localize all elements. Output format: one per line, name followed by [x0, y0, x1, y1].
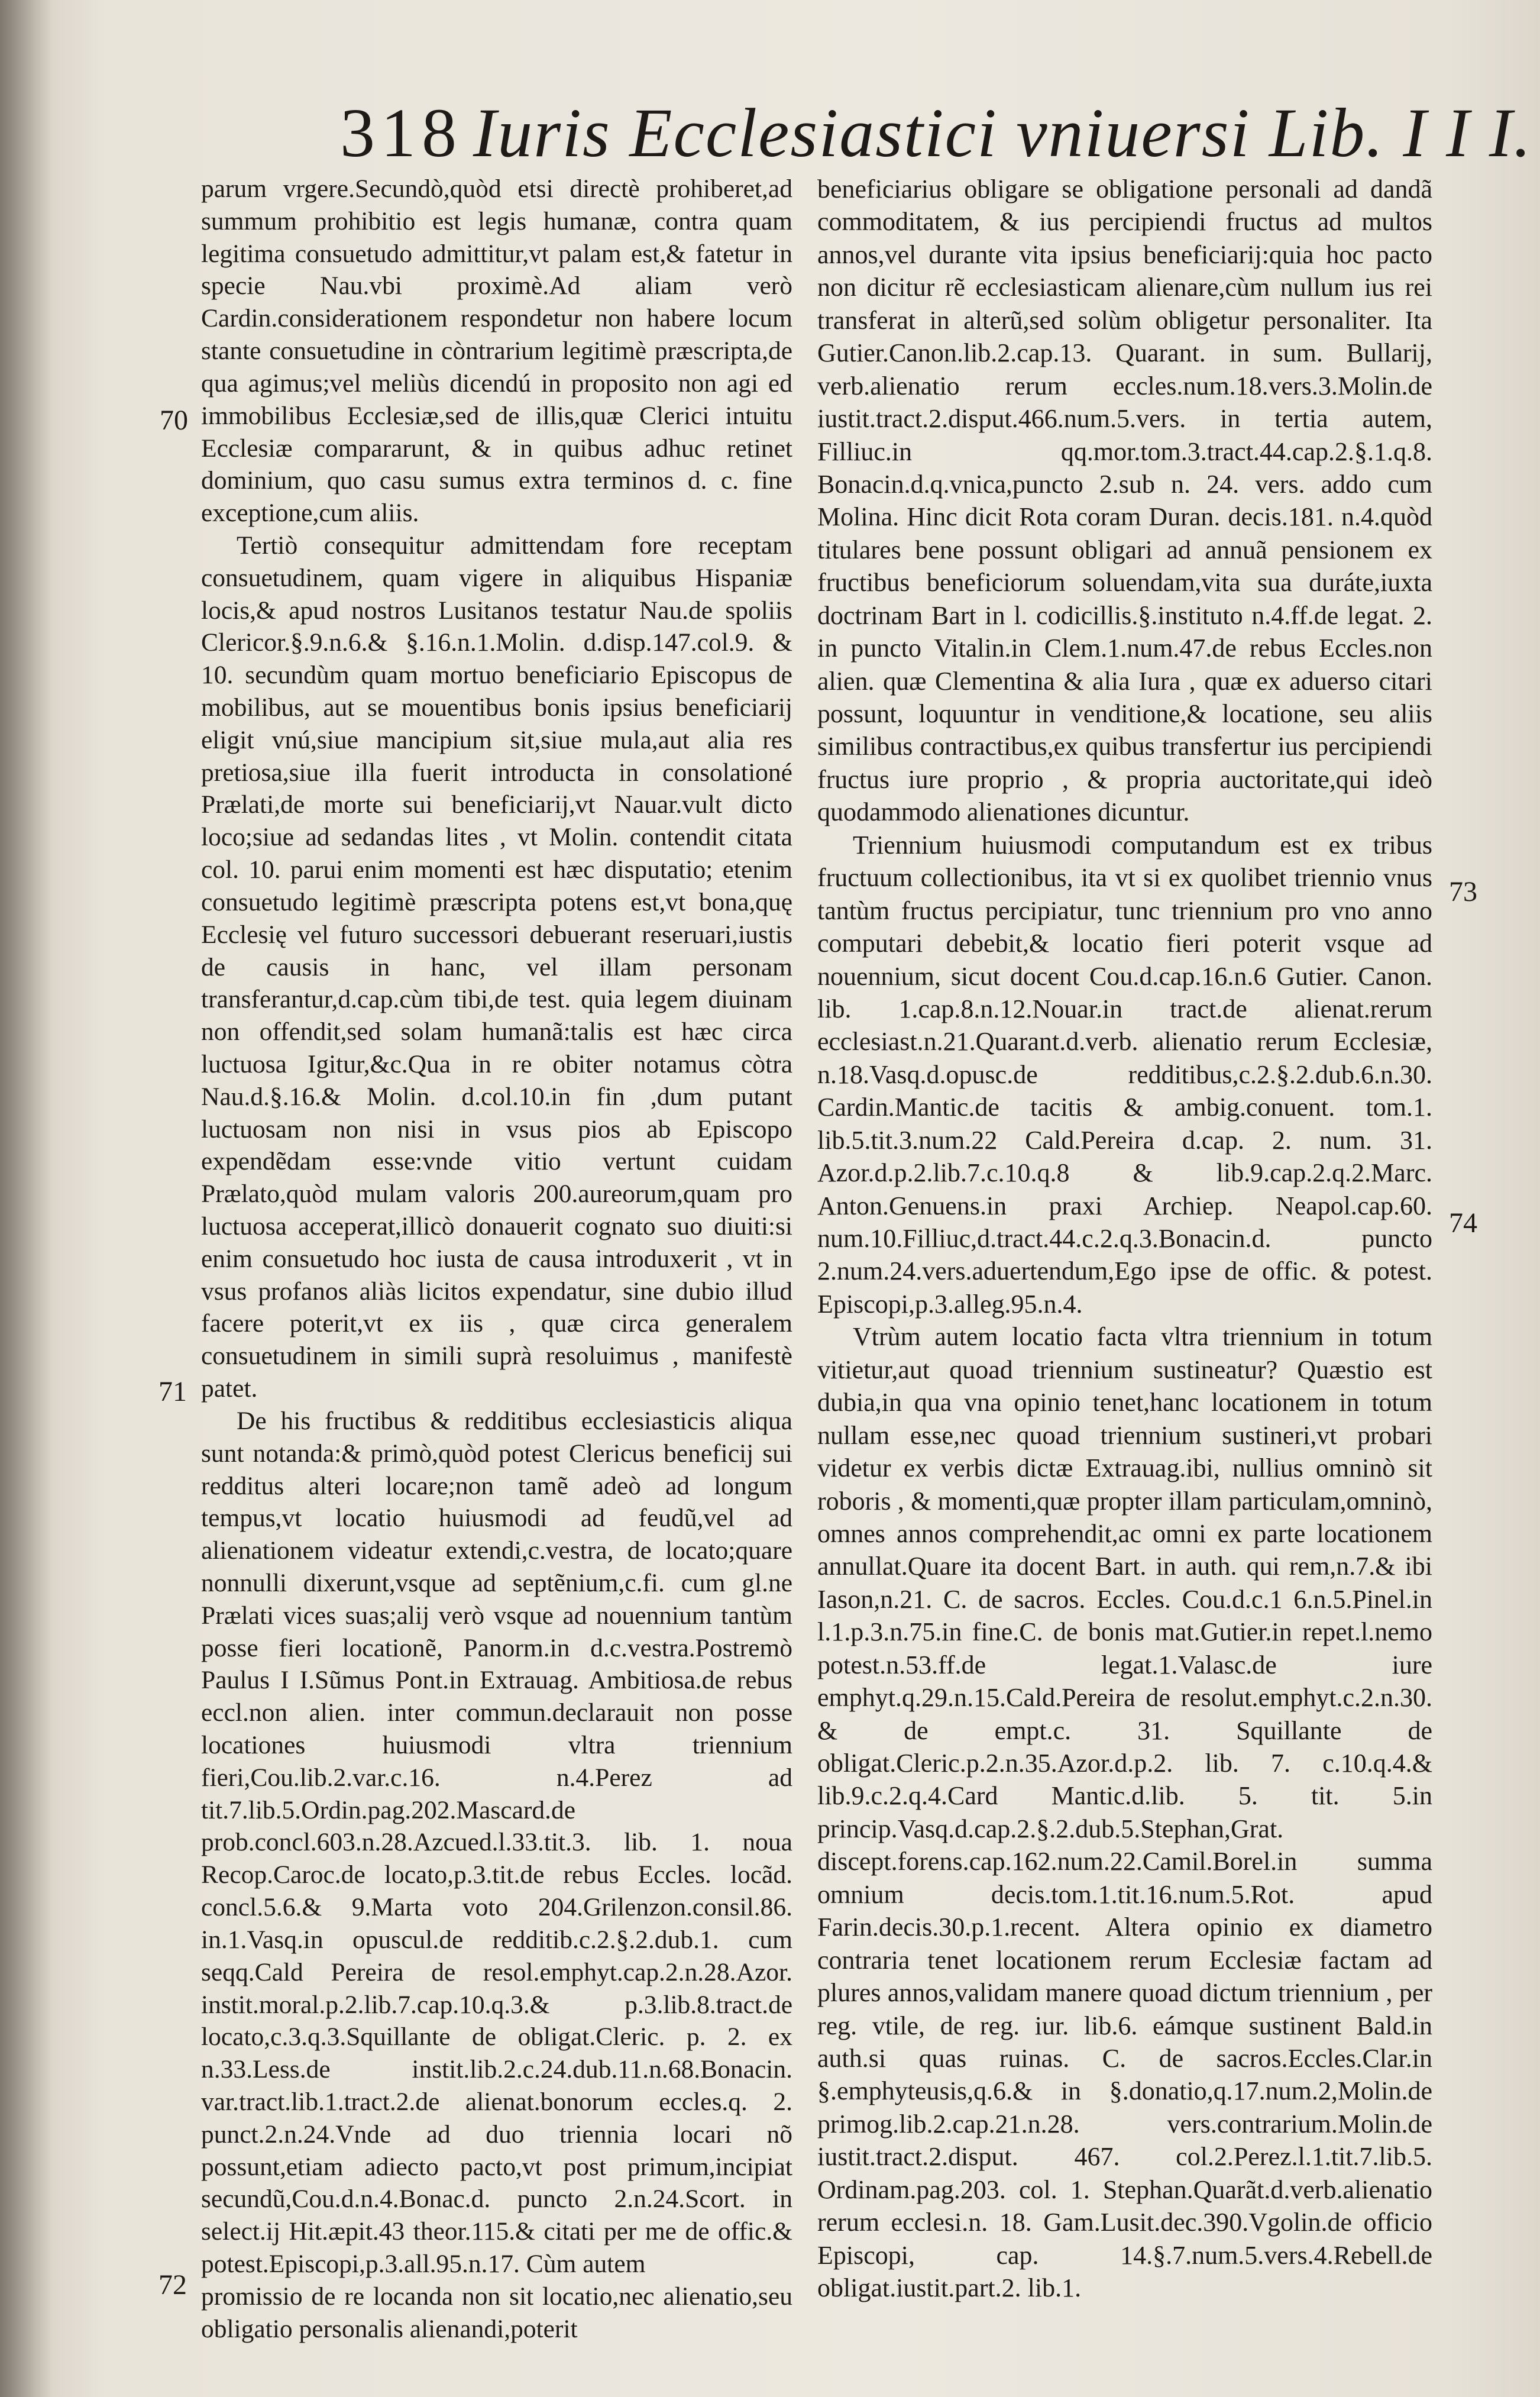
running-title: Iuris Ecclesiastici vniuersi Lib. I I I.: [473, 94, 1532, 172]
page-number: 318: [340, 94, 462, 172]
margin-number-71: 71: [158, 1376, 187, 1407]
margin-number-70: 70: [160, 405, 188, 436]
paragraph: Vtrùm autem locatio facta vltra triennium in totum vitietur,aut quoad triennium sustineatur? Quæstio est dubia,in qua vna opinio tenet,hanc locationem in totum nullam esse,nec quoad triennium sustineri,vt probari videtur ex verbis dictæ Extrauag.ibi, nullius omninò sit roboris , & momenti,quæ propter illam particulam,omninò, omnes annos comprehendit,ac omni ex parte locationem annullat.Quare ita docent Bart. in auth. qui rem,n.7.& ibi Iason,n.21. C. de sacros. Eccles. Cou.d.c.1 6.n.5.Pinel.in l.1.p.3.n.75.in fine.C. de bonis mat.Gutier.in repet.l.nemo potest.n.53.ff.de legat.1.Valasc.de iure emphyt.q.29.n.15.Cald.Pereira de resolut.emphyt.c.2.n.30. & de empt.c. 31. Squillante de obligat.Cleric.p.2.n.35.Azor.d.p.2. lib. 7. c.10.q.4.& lib.9.c.2.q.4.Card Mantic.d.lib. 5. tit. 5.in princip.Vasq.d.cap.2.§.2.dub.5.Stephan,Grat. discept.forens.cap.162.num.22.Camil.Borel.in summa omnium decis.tom.1.tit.16.num.5.Rot. apud Farin.decis.30.p.1.recent. Altera opinio ex diametro contraria tenet locationem rerum Ecclesiæ factam ad plures annos,validam manere quoad dictum triennium , per reg. vtile, de reg. iur. lib.6. eámque sustinent Bald.in auth.si quas ruinas. C. de sacros.Eccles.Clar.in §.emphyteusis,q.6.& in §.donatio,q.17.num.2,Molin.de primog.lib.2.cap.21.n.28. vers.contrarium.Molin.de iustit.tract.2.disput. 467. col.2.Perez.l.1.tit.7.lib.5. Ordinam.pag.203. col. 1. Stephan.Quarãt.d.verb.alienatio rerum ecclesi.n. 18. Gam.Lusit.dec.390.Vgolin.de officio Episcopi, cap. 14.§.7.num.5.vers.4.Rebell.de obligat.iustit.part.2. lib.1.: [817, 1322, 1432, 2302]
right-text-column: [817, 173, 1432, 2362]
margin-number-72: 72: [158, 2269, 187, 2301]
margin-number-74: 74: [1449, 1207, 1477, 1239]
paragraph: promissio de re locanda non sit locatio,nec alienatio,seu obligatio personalis alienandi,poterit: [201, 2282, 792, 2343]
paragraph: parum vrgere.Secundò,quòd etsi directè prohiberet,ad summum prohibitio est legis humanæ, contra quam legitima consuetudo admittitur,vt palam est,& fatetur in specie Nau.vbi proximè.Ad aliam verò Cardin.considerationem respondetur non habere locum stante consuetudine in còntrarium legitimè præscripta,de qua agimus;vel meliùs dicendú in proposito non agi ed immobilibus Ecclesiæ,sed de illis,quæ Clerici intuitu Ecclesiæ compararunt, & in quibus adhuc retinet dominium, quo casu sumus extra terminos d. c. fine exceptione,cum aliis.: [201, 175, 792, 528]
gutter-shadow: [0, 0, 53, 2397]
page-header: [340, 89, 1532, 177]
left-text-column: [201, 173, 792, 2362]
paragraph: Triennium huiusmodi computandum est ex tribus fructuum collectionibus, ita vt si ex quolibet triennio vnus tantùm fructus percipiatur, tunc triennium pro vno anno computari debebit,& locatio fieri poterit vsque ad nouennium, sicut docent Cou.d.cap.16.n.6 Gutier. Canon. lib. 1.cap.8.n.12.Nouar.in tract.de alienat.rerum ecclesiast.n.21.Quarant.d.verb. alienatio rerum Ecclesiæ, n.18.Vasq.d.opusc.de redditibus,c.2.§.2.dub.6.n.30. Cardin.Mantic.de tacitis & ambig.conuent. tom.1. lib.5.tit.3.num.22 Cald.Pereira d.cap. 2. num. 31. Azor.d.p.2.lib.7.c.10.q.8 & lib.9.cap.2.q.2.Marc. Anton.Genuens.in praxi Archiep. Neapol.cap.60. num.10.Filliuc,d.tract.44.c.2.q.3.Bonacin.d. puncto 2.num.24.vers.aduertendum,Ego ipse de offic. & potest. Episcopi,p.3.alleg.95.n.4.: [817, 830, 1432, 1319]
paragraph: beneficiarius obligare se obligatione personali ad dandã commoditatem, & ius percipiendi fructus ad multos annos,vel durante vita ipsius beneficiarij:quia hoc pacto non dicitur rẽ ecclesiasticam alienare,cùm nullum ius rei transferat in alterũ,sed solùm obligetur personaliter. Ita Gutier.Canon.lib.2.cap.13. Quarant. in sum. Bullarij, verb.alienatio rerum eccles.num.18.vers.3.Molin.de iustit.tract.2.disput.466.num.5.vers. in tertia autem, Filliuc.in qq.mor.tom.3.tract.44.cap.2.§.1.q.8. Bonacin.d.q.vnica,puncto 2.sub n. 24. vers. addo cum Molina. Hinc dicit Rota coram Duran. decis.181. n.4.quòd titulares bene possunt obligari ad annuã pensionem ex fructibus beneficiorum soluendam,vita sua duráte,iuxta doctrinam Bart in l. codicillis.§.instituto n.4.ff.de legat. 2. in puncto Vitalin.in Clem.1.num.47.de rebus Eccles.non alien. quæ Clementina & alia Iura , quæ ex aduerso citari possunt, loquuntur in venditione,& locatione, seu aliis similibus contractibus,ex quibus transfertur ius percipiendi fructus iure proprio , & propria auctoritate,qui ideò quodammodo alienationes dicuntur.: [817, 175, 1432, 827]
paragraph: De his fructibus & redditibus ecclesiasticis aliqua sunt notanda:& primò,quòd potest Clericus beneficij sui redditus alteri locare;non tamẽ adeò ad longum tempus,vt locatio huiusmodi ad feudũ,vel ad alienationem videatur extendi,c.vestra, de locato;quare nonnulli dixerunt,vsque ad septẽnium,c.fi. cum gl.ne Prælati vices suas;alij verò vsque ad nouennium tantùm posse fieri locationẽ, Panorm.in d.c.vestra.Postremò Paulus I I.Sũmus Pont.in Extrauag. Ambitiosa.de rebus eccl.non alien. inter commun.declarauit non posse locationes huiusmodi vltra triennium fieri,Cou.lib.2.var.c.16. n.4.Perez ad tit.7.lib.5.Ordin.pag.202.Mascard.de prob.concl.603.n.28.Azcued.l.33.tit.3. lib. 1. noua Recop.Caroc.de locato,p.3.tit.de rebus Eccles. locãd. concl.5.6.& 9.Marta voto 204.Grilenzon.consil.86. in.1.Vasq.in opuscul.de redditib.c.2.§.2.dub.1. cum seqq.Cald Pereira de resol.emphyt.cap.2.n.28.Azor. instit.moral.p.2.lib.7.cap.10.q.3.& p.3.lib.8.tract.de locato,c.3.q.3.Squillante de obligat.Cleric. p. 2. ex n.33.Less.de instit.lib.2.c.24.dub.11.n.68.Bonacin. var.tract.lib.1.tract.2.de alienat.bonorum eccles.q. 2. punct.2.n.24.Vnde ad duo triennia locari nõ possunt,etiam adiecto pacto,vt post primum,incipiat secundũ,Cou.d.n.4.Bonac.d. puncto 2.n.24.Scort. in select.ij Hit.æpit.43 theor.115.& citati per me de offic.& potest.Episcopi,p.3.all.95.n.17. Cùm autem: [201, 1406, 792, 2278]
margin-number-73: 73: [1449, 876, 1477, 907]
paragraph: Tertiò consequitur admittendam fore receptam consuetudinem, quam vigere in aliquibus Hispaniæ locis,& apud nostros Lusitanos testatur Nau.de spoliis Clericor.§.9.n.6.& §.16.n.1.Molin. d.disp.147.col.9. & 10. secundùm quam mortuo beneficiario Episcopus de mobilibus, aut se mouentibus bonis ipsius beneficiarij eligit vnú,siue mancipium sit,siue mula,aut alia res pretiosa,siue illa fuerit introducta in consolationé Prælati,de morte sui beneficiarij,vt Nauar.vult dicto loco;siue ad sedandas lites , vt Molin. contendit citata col. 10. parui enim momenti est hæc disputatio; etenim consuetudo legitimè præscripta potens est,vt bona,quę Ecclesię vel futuro successori debuerant reseruari,iustis de causis in hanc, vel illam personam transferantur,d.cap.cùm tibi,de test. quia legem diuinam non offendit,sed solam humanã:talis est hæc circa luctuosa Igitur,&c.Qua in re obiter notamus còtra Nau.d.§.16.& Molin. d.col.10.in fin ,dum putant luctuosam non nisi in vsus pios ab Episcopo expendẽdam esse:vnde vitio vertunt cuidam Prælato,quòd mulam valoris 200.aureorum,quam pro luctuosa acceperat,illicò donauerit cognato suo diuiti:si enim consuetudo hoc iusta de causa introduxerit , vt in vsus profanos aliàs licitos expendatur, sine dubio illud facere poterit,vt ex iis , quæ circa generalem consuetudinem in simili suprà resoluimus , manifestè patet.: [201, 531, 792, 1403]
